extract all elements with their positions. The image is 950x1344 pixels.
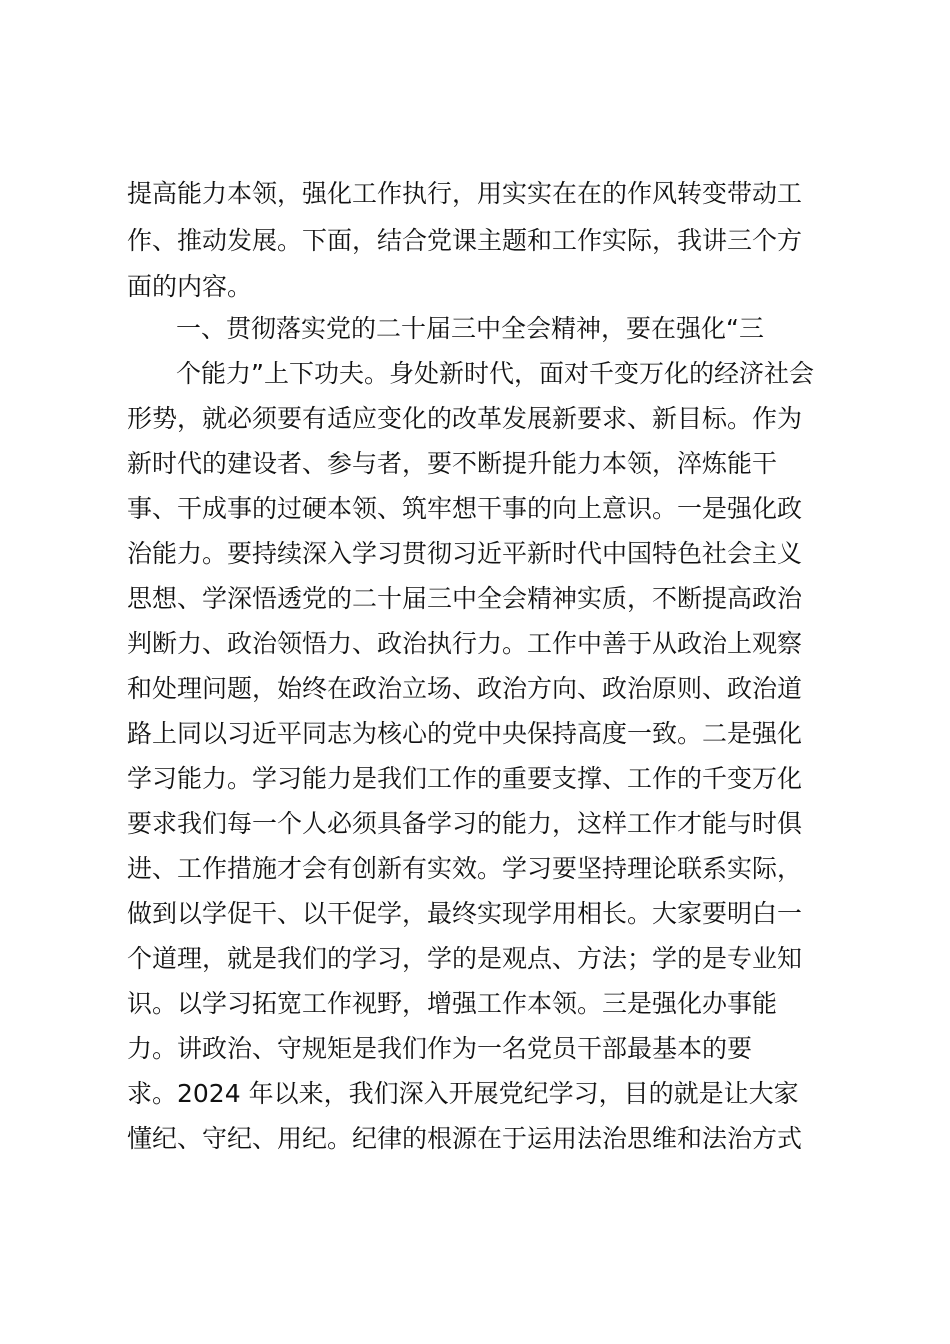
paragraph-line: 识。以学习拓宽工作视野，增强工作本领。三是强化办事能 xyxy=(127,989,778,1018)
paragraph-line: 个道理，就是我们的学习，学的是观点、方法；学的是专业知 xyxy=(127,944,803,973)
paragraph-line: 事、干成事的过硬本领、筑牢想干事的向上意识。一是强化政 xyxy=(127,494,803,523)
paragraph-line: 思想、学深悟透党的二十届三中全会精神实质，不断提高政治 xyxy=(127,584,803,613)
paragraph-line: 和处理问题，始终在政治立场、政治方向、政治原则、政治道 xyxy=(127,674,803,703)
paragraph-line: 面的内容。 xyxy=(127,272,253,301)
section-heading-line: 一、贯彻落实党的二十届三中全会精神，要在强化“三 xyxy=(176,314,764,343)
paragraph-line: 新时代的建设者、参与者，要不断提升能力本领，淬炼能干 xyxy=(127,449,778,478)
paragraph-line: 作、推动发展。下面，结合党课主题和工作实际，我讲三个方 xyxy=(127,226,803,255)
paragraph-line: 进、工作措施才会有创新有实效。学习要坚持理论联系实际， xyxy=(127,854,803,883)
paragraph-line: 个能力”上下功夫。身处新时代，面对千变万化的经济社会 xyxy=(176,359,814,388)
paragraph-line: 形势，就必须要有适应变化的改革发展新要求、新目标。作为 xyxy=(127,404,803,433)
paragraph-line: 治能力。要持续深入学习贯彻习近平新时代中国特色社会主义 xyxy=(127,539,803,568)
paragraph-line: 懂纪、守纪、用纪。纪律的根源在于运用法治思维和法治方式 xyxy=(127,1124,803,1153)
paragraph-line: 路上同以习近平同志为核心的党中央保持高度一致。二是强化 xyxy=(127,719,803,748)
paragraph-line: 要求我们每一个人必须具备学习的能力，这样工作才能与时俱 xyxy=(127,809,803,838)
paragraph-line: 学习能力。学习能力是我们工作的重要支撑、工作的千变万化 xyxy=(127,764,803,793)
paragraph-line: 力。讲政治、守规矩是我们作为一名党员干部最基本的要 xyxy=(127,1034,753,1063)
paragraph-line: 求。2024 年以来，我们深入开展党纪学习，目的就是让大家 xyxy=(127,1079,799,1108)
paragraph-line: 提高能力本领，强化工作执行，用实实在在的作风转变带动工 xyxy=(127,179,803,208)
paragraph-line: 做到以学促干、以干促学，最终实现学用相长。大家要明白一 xyxy=(127,899,803,928)
paragraph-line: 判断力、政治领悟力、政治执行力。工作中善于从政治上观察 xyxy=(127,629,803,658)
